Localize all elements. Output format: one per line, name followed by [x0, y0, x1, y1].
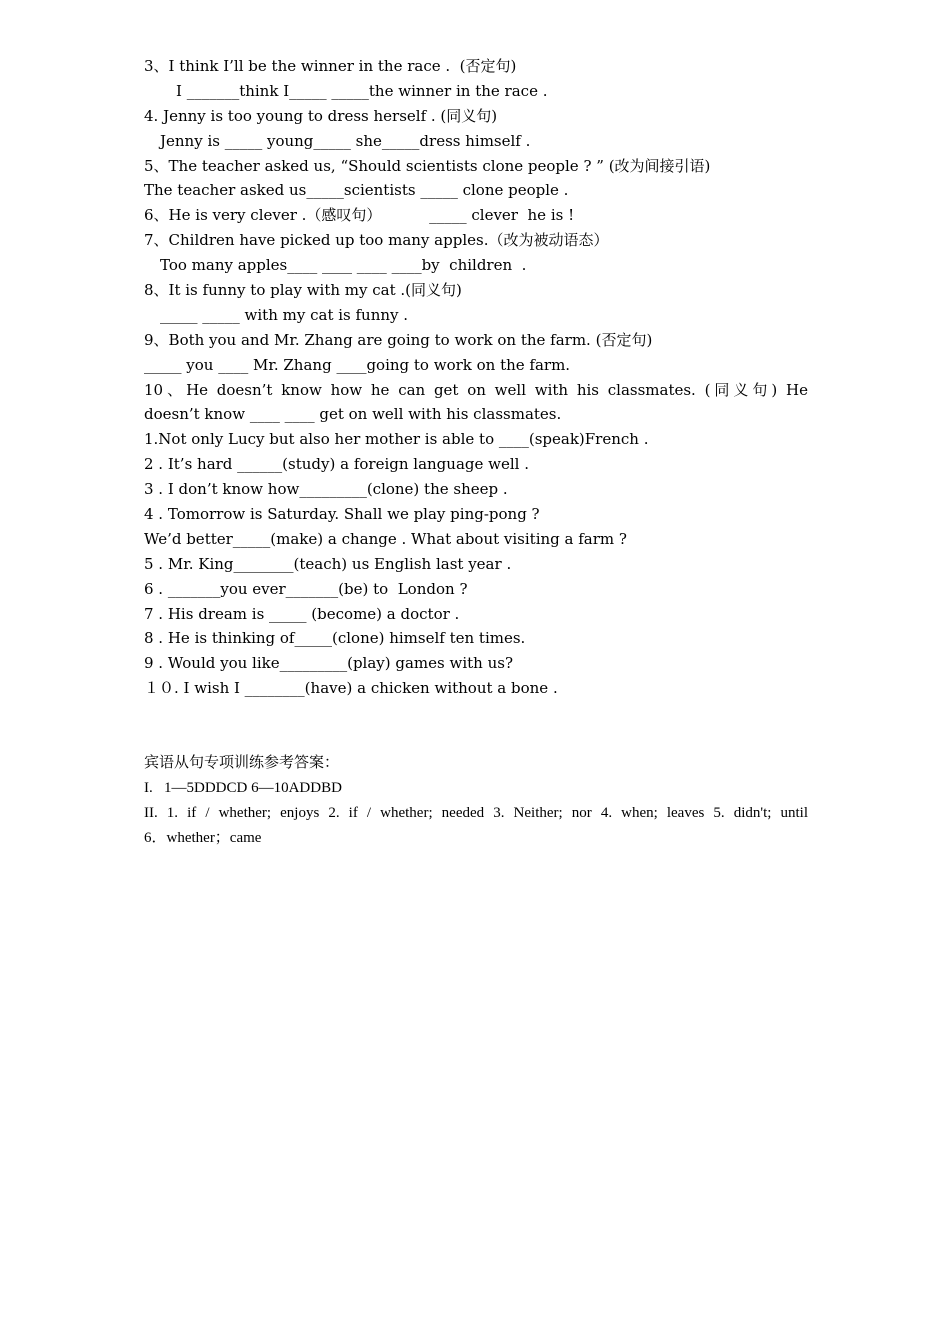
exercise-line: 8 . He is thinking of_____(clone) himself ten times. — [144, 629, 526, 648]
exercise-line: 6 . _______you ever_______(be) to London ? — [144, 579, 468, 598]
exercise-line: Jenny is _____ young_____ she_____dress himself . — [160, 131, 531, 150]
answer-key-part2: II. 1. if / whether; enjoys 2. if / whether; needed 3. Neither; nor 4. when; leaves 5. didn't; until — [144, 804, 808, 821]
exercise-line: doesn’t know ____ ____ get on well with his classmates. — [144, 405, 562, 424]
exercise-line: The teacher asked us_____scientists _____ clone people . — [144, 181, 569, 200]
answer-key-heading: 宾语从句专项训练参考答案： — [144, 754, 340, 771]
exercise-line: 3、I think I’ll be the winner in the race . (否定句) — [144, 57, 517, 75]
exercise-line: １０. I wish I ________(have) a chicken without a bone . — [144, 679, 558, 698]
exercise-line: 3 . I don’t know how_________(clone) the sheep . — [144, 480, 508, 499]
section-spacer — [144, 701, 808, 751]
exercise-line: 4 . Tomorrow is Saturday. Shall we play ping-pong ? — [144, 505, 540, 524]
exercise-line: _____ you ____ Mr. Zhang ____going to work on the farm. — [144, 355, 571, 374]
answer-key — [144, 751, 808, 851]
exercise-line: 8、It is funny to play with my cat .(同义句) — [144, 281, 462, 300]
exercise-line: 9、Both you and Mr. Zhang are going to work on the farm. (否定句) — [144, 330, 653, 349]
answer-key-part1: I. 1—5DDDCD 6—10ADDBD — [144, 779, 342, 796]
exercise-line: 1.Not only Lucy but also her mother is able to ____(speak)French . — [144, 430, 649, 449]
exercise-line: 5 . Mr. King________(teach) us English last year . — [144, 554, 512, 573]
exercise-line: Too many apples____ ____ ____ ____by children . — [160, 256, 527, 275]
exercise-line: _____ _____ with my cat is funny . — [160, 305, 409, 324]
exercise-line: 7 . His dream is _____ (become) a doctor . — [144, 604, 460, 623]
exercise-line: 10、He doesn’t know how he can get on well with his classmates. (同义句) He — [144, 380, 808, 399]
exercise-line: 5、The teacher asked us, “Should scientists clone people ? ” (改为间接引语) — [144, 156, 711, 175]
exercise-line: 4. Jenny is too young to dress herself . (同义句) — [144, 106, 498, 125]
exercise-line: 9 . Would you like_________(play) games with us? — [144, 654, 513, 673]
exercise-line: I _______think I_____ _____the winner in the race . — [176, 81, 548, 100]
exercise-line: We’d better_____(make) a change . What about visiting a farm ? — [144, 529, 627, 548]
exercise-line: 7、Children have picked up too many apples.（改为被动语态） — [144, 231, 609, 250]
exercise-line: 6、He is very clever .（感叹句） _____ clever he is ! — [144, 206, 575, 225]
document-page — [144, 54, 808, 851]
exercise-line: 2 . It’s hard ______(study) a foreign language well . — [144, 455, 529, 474]
answer-key-part2-continued: 6．whether；came — [144, 829, 262, 846]
